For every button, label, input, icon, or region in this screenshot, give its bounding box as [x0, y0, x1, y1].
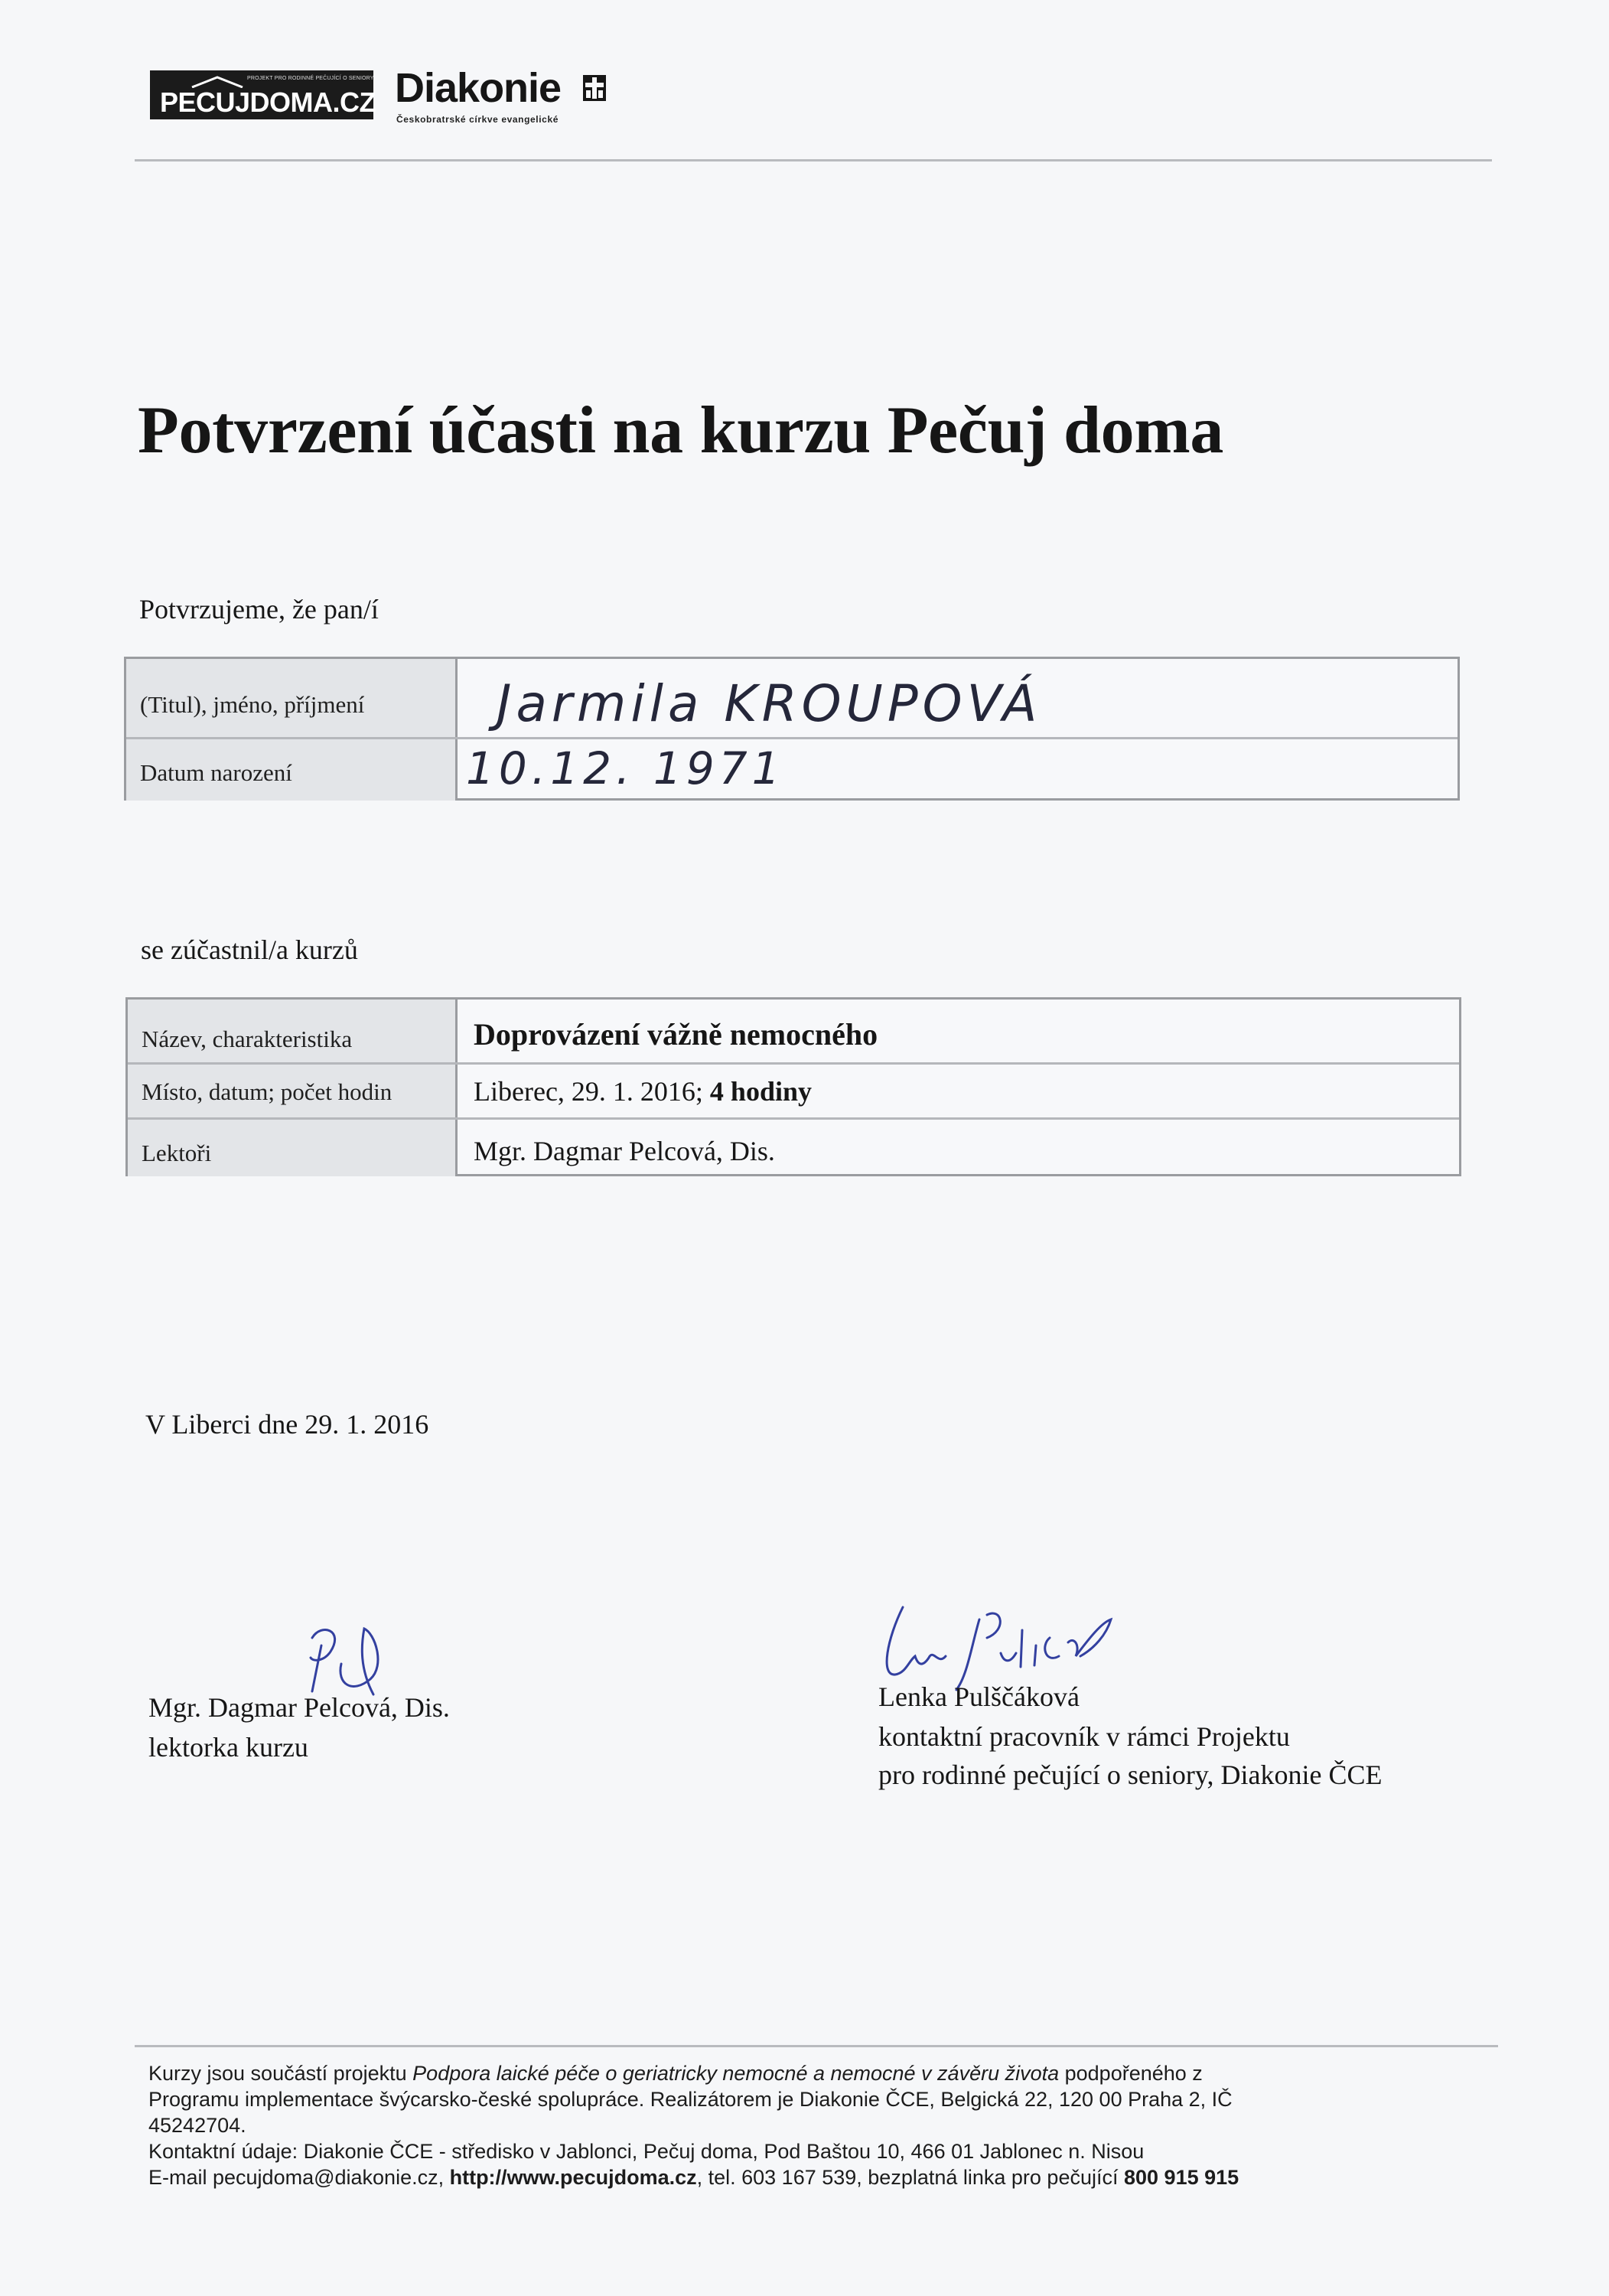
table-row	[128, 1117, 1459, 1176]
name-value-handwritten: Jarmila KROUPOVÁ	[497, 674, 1042, 733]
left-signer-name: Mgr. Dagmar Pelcová, Dis.	[148, 1692, 450, 1723]
right-signer-name: Lenka Pulščáková	[878, 1681, 1080, 1712]
course-table	[125, 997, 1461, 1176]
intro-text: Potvrzujeme, že pan/í	[139, 594, 379, 625]
birth-value-handwritten: 10.12. 1971	[466, 742, 785, 794]
logo-text: PECUJDOMA.CZ	[160, 86, 376, 118]
course-name-label: Název, charakteristika	[142, 1026, 353, 1052]
table-row	[128, 1062, 1459, 1120]
website-link[interactable]: http://www.pecujdoma.cz	[449, 2166, 697, 2189]
hotline-number: 800 915 915	[1124, 2166, 1239, 2189]
project-name: Podpora laické péče o geriatricky nemocné a nemocné v závěru života	[412, 2062, 1060, 2085]
participated-text: se zúčastnil/a kurzů	[141, 934, 358, 965]
document-title: Potvrzení účasti na kurzu Pečuj doma	[138, 393, 1224, 468]
table-row	[126, 659, 1458, 737]
footer-line-5: E-mail pecujdoma@diakonie.cz, http://www.pecujdoma.cz, tel. 603 167 539, bezplatná linka pro pečující 800 915 915	[148, 2166, 1239, 2189]
course-place-label: Místo, datum; počet hodin	[142, 1078, 392, 1105]
lecturers-value: Mgr. Dagmar Pelcová, Dis.	[474, 1136, 775, 1166]
left-signer-role: lektorka kurzu	[148, 1732, 308, 1763]
right-signer-role-2: pro rodinné pečující o seniory, Diakonie ČCE	[878, 1760, 1383, 1790]
name-label: (Titul), jméno, příjmení	[140, 691, 365, 718]
table-row	[126, 737, 1458, 801]
place-date: V Liberci dne 29. 1. 2016	[145, 1409, 429, 1440]
right-signer-role-1: kontaktní pracovník v rámci Projektu	[878, 1721, 1290, 1752]
course-place-value: Liberec, 29. 1. 2016; 4 hodiny	[474, 1076, 812, 1107]
header-divider	[135, 159, 1492, 161]
logo-tagline: PROJEKT PRO RODINNÉ PEČUJÍCÍ O SENIORY	[247, 76, 374, 81]
pecujdoma-logo	[150, 70, 376, 119]
lecturers-label: Lektoři	[142, 1140, 212, 1166]
footer-line-1: Kurzy jsou součástí projektu Podpora laické péče o geriatricky nemocné a nemocné v závěru života podpořeného z	[148, 2062, 1203, 2085]
footer-divider	[135, 2045, 1498, 2047]
footer-line-3: 45242704.	[148, 2114, 246, 2137]
footer-info	[148, 2060, 1503, 2190]
diakonie-subtitle: Českobratrské církve evangelické	[396, 114, 559, 125]
person-table	[124, 657, 1460, 801]
course-name-value: Doprovázení vážně nemocného	[474, 1017, 878, 1052]
table-row	[128, 1000, 1459, 1062]
diakonie-cross-icon	[583, 75, 606, 101]
birth-label: Datum narození	[140, 759, 292, 786]
footer-line-2: Programu implementace švýcarsko-české spolupráce. Realizátorem je Diakonie ČCE, Belgická 22, 120 00 Praha 2, IČ	[148, 2088, 1233, 2111]
course-hours-value: 4 hodiny	[709, 1076, 812, 1107]
diakonie-logo-name: Diakonie	[395, 65, 562, 111]
footer-line-4: Kontaktní údaje: Diakonie ČCE - středisko v Jablonci, Pečuj doma, Pod Baštou 10, 466 01 Jablonec n. Nisou	[148, 2140, 1145, 2163]
